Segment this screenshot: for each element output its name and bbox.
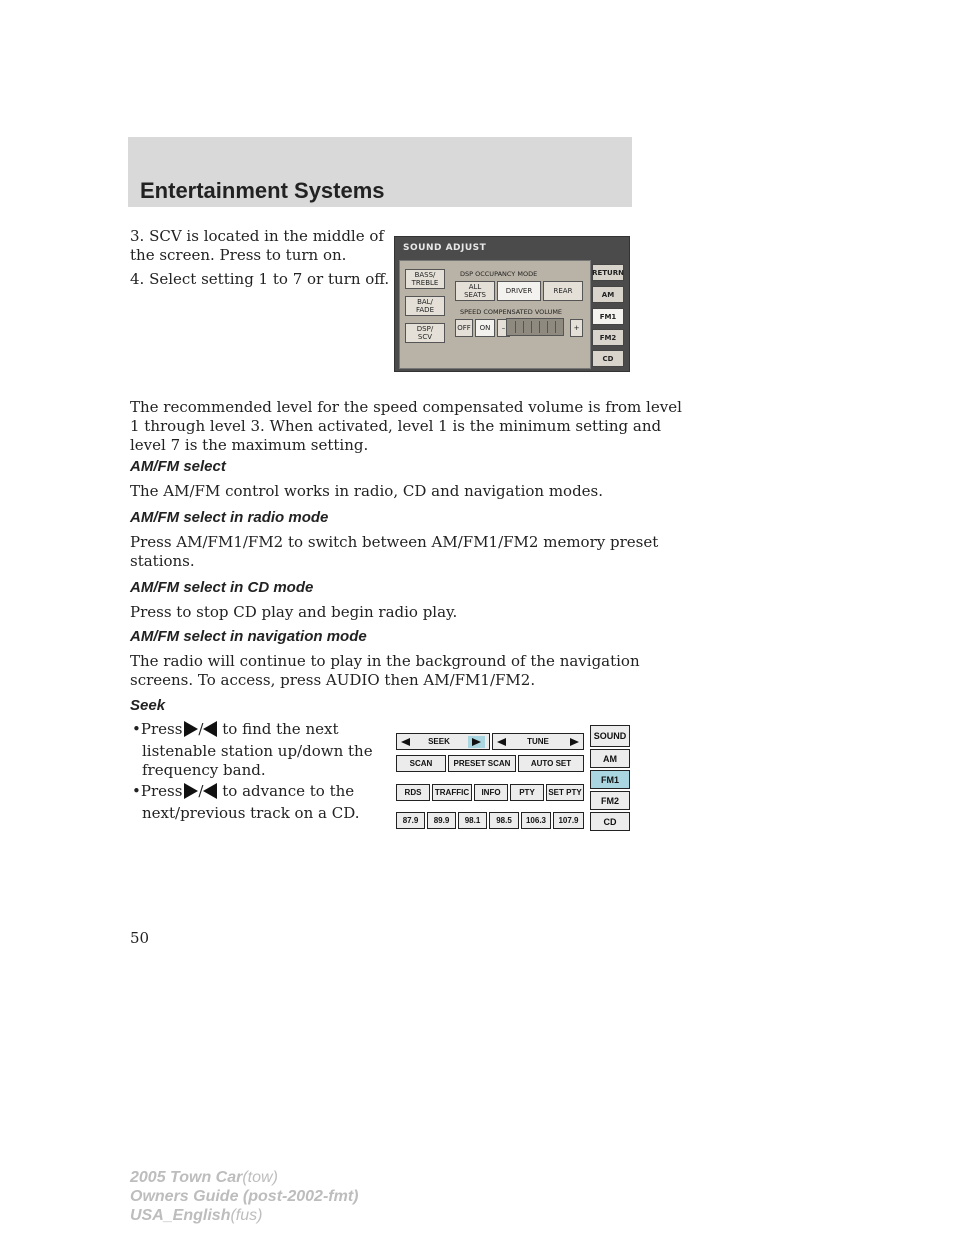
seek-down-arrow-icon [203, 721, 217, 737]
seek-up-icon[interactable] [472, 738, 481, 746]
traffic-button[interactable]: TRAFFIC [432, 784, 472, 801]
radio-mode-text [130, 533, 658, 571]
bullet-2-prefix: Press [140, 782, 183, 800]
scan-button[interactable]: SCAN [396, 755, 446, 772]
footer-language-code: (fus) [230, 1207, 263, 1224]
page-number: 50 [130, 929, 150, 947]
tune-down-icon[interactable] [497, 738, 506, 746]
side-cd-button[interactable]: CD [592, 350, 624, 367]
info-button[interactable]: INFO [474, 784, 508, 801]
nav-mode-text [130, 652, 640, 690]
scv-minus-button[interactable]: – [497, 319, 510, 337]
preset-1-button[interactable]: 87.9 [396, 812, 425, 829]
nav-mode-heading: AM/FM select in navigation mode [130, 628, 367, 645]
seek-tune-row [394, 733, 586, 750]
all-seats-button[interactable]: ALL SEATS [455, 281, 495, 301]
scan-row [394, 755, 586, 772]
footer [130, 1168, 358, 1225]
sound-button[interactable]: SOUND [590, 725, 630, 747]
fm1-button[interactable]: FM1 [590, 770, 630, 789]
scv-level-bar [506, 318, 564, 336]
sound-adjust-screen [394, 236, 630, 372]
scv-off-button[interactable]: OFF [455, 319, 473, 337]
recommended-line-1: The recommended level for the speed compensated volume is from level [130, 398, 682, 416]
bullet-1-prefix: Press [140, 720, 183, 738]
seek-up-arrow-icon [184, 721, 198, 737]
auto-set-button[interactable]: AUTO SET [518, 755, 584, 772]
preset-5-button[interactable]: 106.3 [521, 812, 551, 829]
sound-adjust-title: SOUND ADJUST [403, 243, 487, 253]
preset-2-button[interactable]: 89.9 [427, 812, 456, 829]
pty-button[interactable]: PTY [510, 784, 544, 801]
scv-label: SPEED COMPENSATED VOLUME [460, 308, 563, 316]
side-fm2-button[interactable]: FM2 [592, 329, 624, 346]
am-button[interactable]: AM [590, 749, 630, 768]
bullet-seek-track: •Press / to advance to the next/previous track on a CD. [132, 782, 360, 822]
footer-model: 2005 Town Car [130, 1169, 243, 1186]
tune-up-icon[interactable] [570, 738, 579, 746]
seek-down-icon[interactable] [401, 738, 410, 746]
set-pty-button[interactable]: SET PTY [546, 784, 584, 801]
seek-control[interactable] [396, 733, 490, 750]
footer-guide: Owners Guide (post-2002-fmt) [130, 1188, 359, 1205]
bullet-1-line-3: frequency band. [142, 761, 266, 779]
return-button[interactable]: RETURN [592, 264, 624, 281]
bullet-1-separator: / [198, 720, 204, 738]
amfm-select-text: The AM/FM control works in radio, CD and navigation modes. [130, 482, 604, 500]
tune-control[interactable] [492, 733, 584, 750]
footer-language: USA_English [130, 1207, 231, 1224]
occupancy-mode-label: DSP OCCUPANCY MODE [460, 270, 538, 278]
bal-fade-button[interactable]: BAL/ FADE [405, 296, 445, 316]
nav-mode-line-1: The radio will continue to play in the background of the navigation [130, 652, 640, 670]
radio-mode-line-2: stations. [130, 552, 195, 570]
bullet-2-line-1: to advance to the [222, 782, 355, 800]
bullet-2-separator: / [198, 782, 204, 800]
seek-label: SEEK [428, 737, 450, 746]
cd-mode-heading: AM/FM select in CD mode [130, 579, 314, 596]
seek-up-highlight[interactable] [468, 736, 485, 748]
track-next-arrow-icon [184, 783, 198, 799]
tune-label: TUNE [527, 737, 549, 746]
rds-button[interactable]: RDS [396, 784, 430, 801]
step-4-text: 4. Select setting 1 to 7 or turn off. [130, 270, 390, 288]
scv-plus-button[interactable]: + [570, 319, 583, 337]
bass-treble-button[interactable]: BASS/ TREBLE [405, 269, 445, 289]
cd-mode-text: Press to stop CD play and begin radio play. [130, 603, 458, 621]
bullet-seek-station: •Press / to find the next listenable station up/down the frequency band. [132, 720, 373, 779]
step-3-line-1: 3. SCV is located in the middle of [130, 227, 384, 245]
fm2-button[interactable]: FM2 [590, 791, 630, 810]
side-fm1-button[interactable]: FM1 [592, 308, 624, 325]
bullet-1-line-2: listenable station up/down the [142, 742, 373, 760]
radio-mode-heading: AM/FM select in radio mode [130, 509, 329, 526]
recommended-line-2: 1 through level 3. When activated, level 1 is the minimum setting and [130, 417, 662, 435]
amfm-select-heading: AM/FM select [130, 458, 226, 475]
seek-heading: Seek [130, 697, 166, 714]
radio-screen [394, 725, 632, 835]
side-am-button[interactable]: AM [592, 286, 624, 303]
preset-3-button[interactable]: 98.1 [458, 812, 487, 829]
preset-6-button[interactable]: 107.9 [553, 812, 584, 829]
bullet-2-line-2: next/previous track on a CD. [142, 804, 360, 822]
nav-mode-line-2: screens. To access, press AUDIO then AM/FM1/FM2. [130, 671, 536, 689]
step-3-text [130, 227, 384, 265]
radio-mode-line-1: Press AM/FM1/FM2 to switch between AM/FM1/FM2 memory preset [130, 533, 659, 551]
preset-row [394, 812, 586, 829]
cd-button[interactable]: CD [590, 812, 630, 831]
rds-row [394, 784, 586, 801]
driver-button[interactable]: DRIVER [497, 281, 541, 301]
preset-4-button[interactable]: 98.5 [489, 812, 519, 829]
recommended-paragraph [130, 398, 682, 455]
footer-model-code: (tow) [242, 1169, 278, 1186]
recommended-line-3: level 7 is the maximum setting. [130, 436, 369, 454]
bullet-1-line-1: to find the next [222, 720, 339, 738]
scv-on-button[interactable]: ON [475, 319, 495, 337]
step-3-line-2: the screen. Press to turn on. [130, 246, 347, 264]
dsp-scv-button[interactable]: DSP/ SCV [405, 323, 445, 343]
section-title: Entertainment Systems [140, 178, 385, 203]
rear-button[interactable]: REAR [543, 281, 583, 301]
preset-scan-button[interactable]: PRESET SCAN [448, 755, 516, 772]
sound-adjust-panel [399, 260, 591, 369]
track-previous-arrow-icon [203, 783, 217, 799]
